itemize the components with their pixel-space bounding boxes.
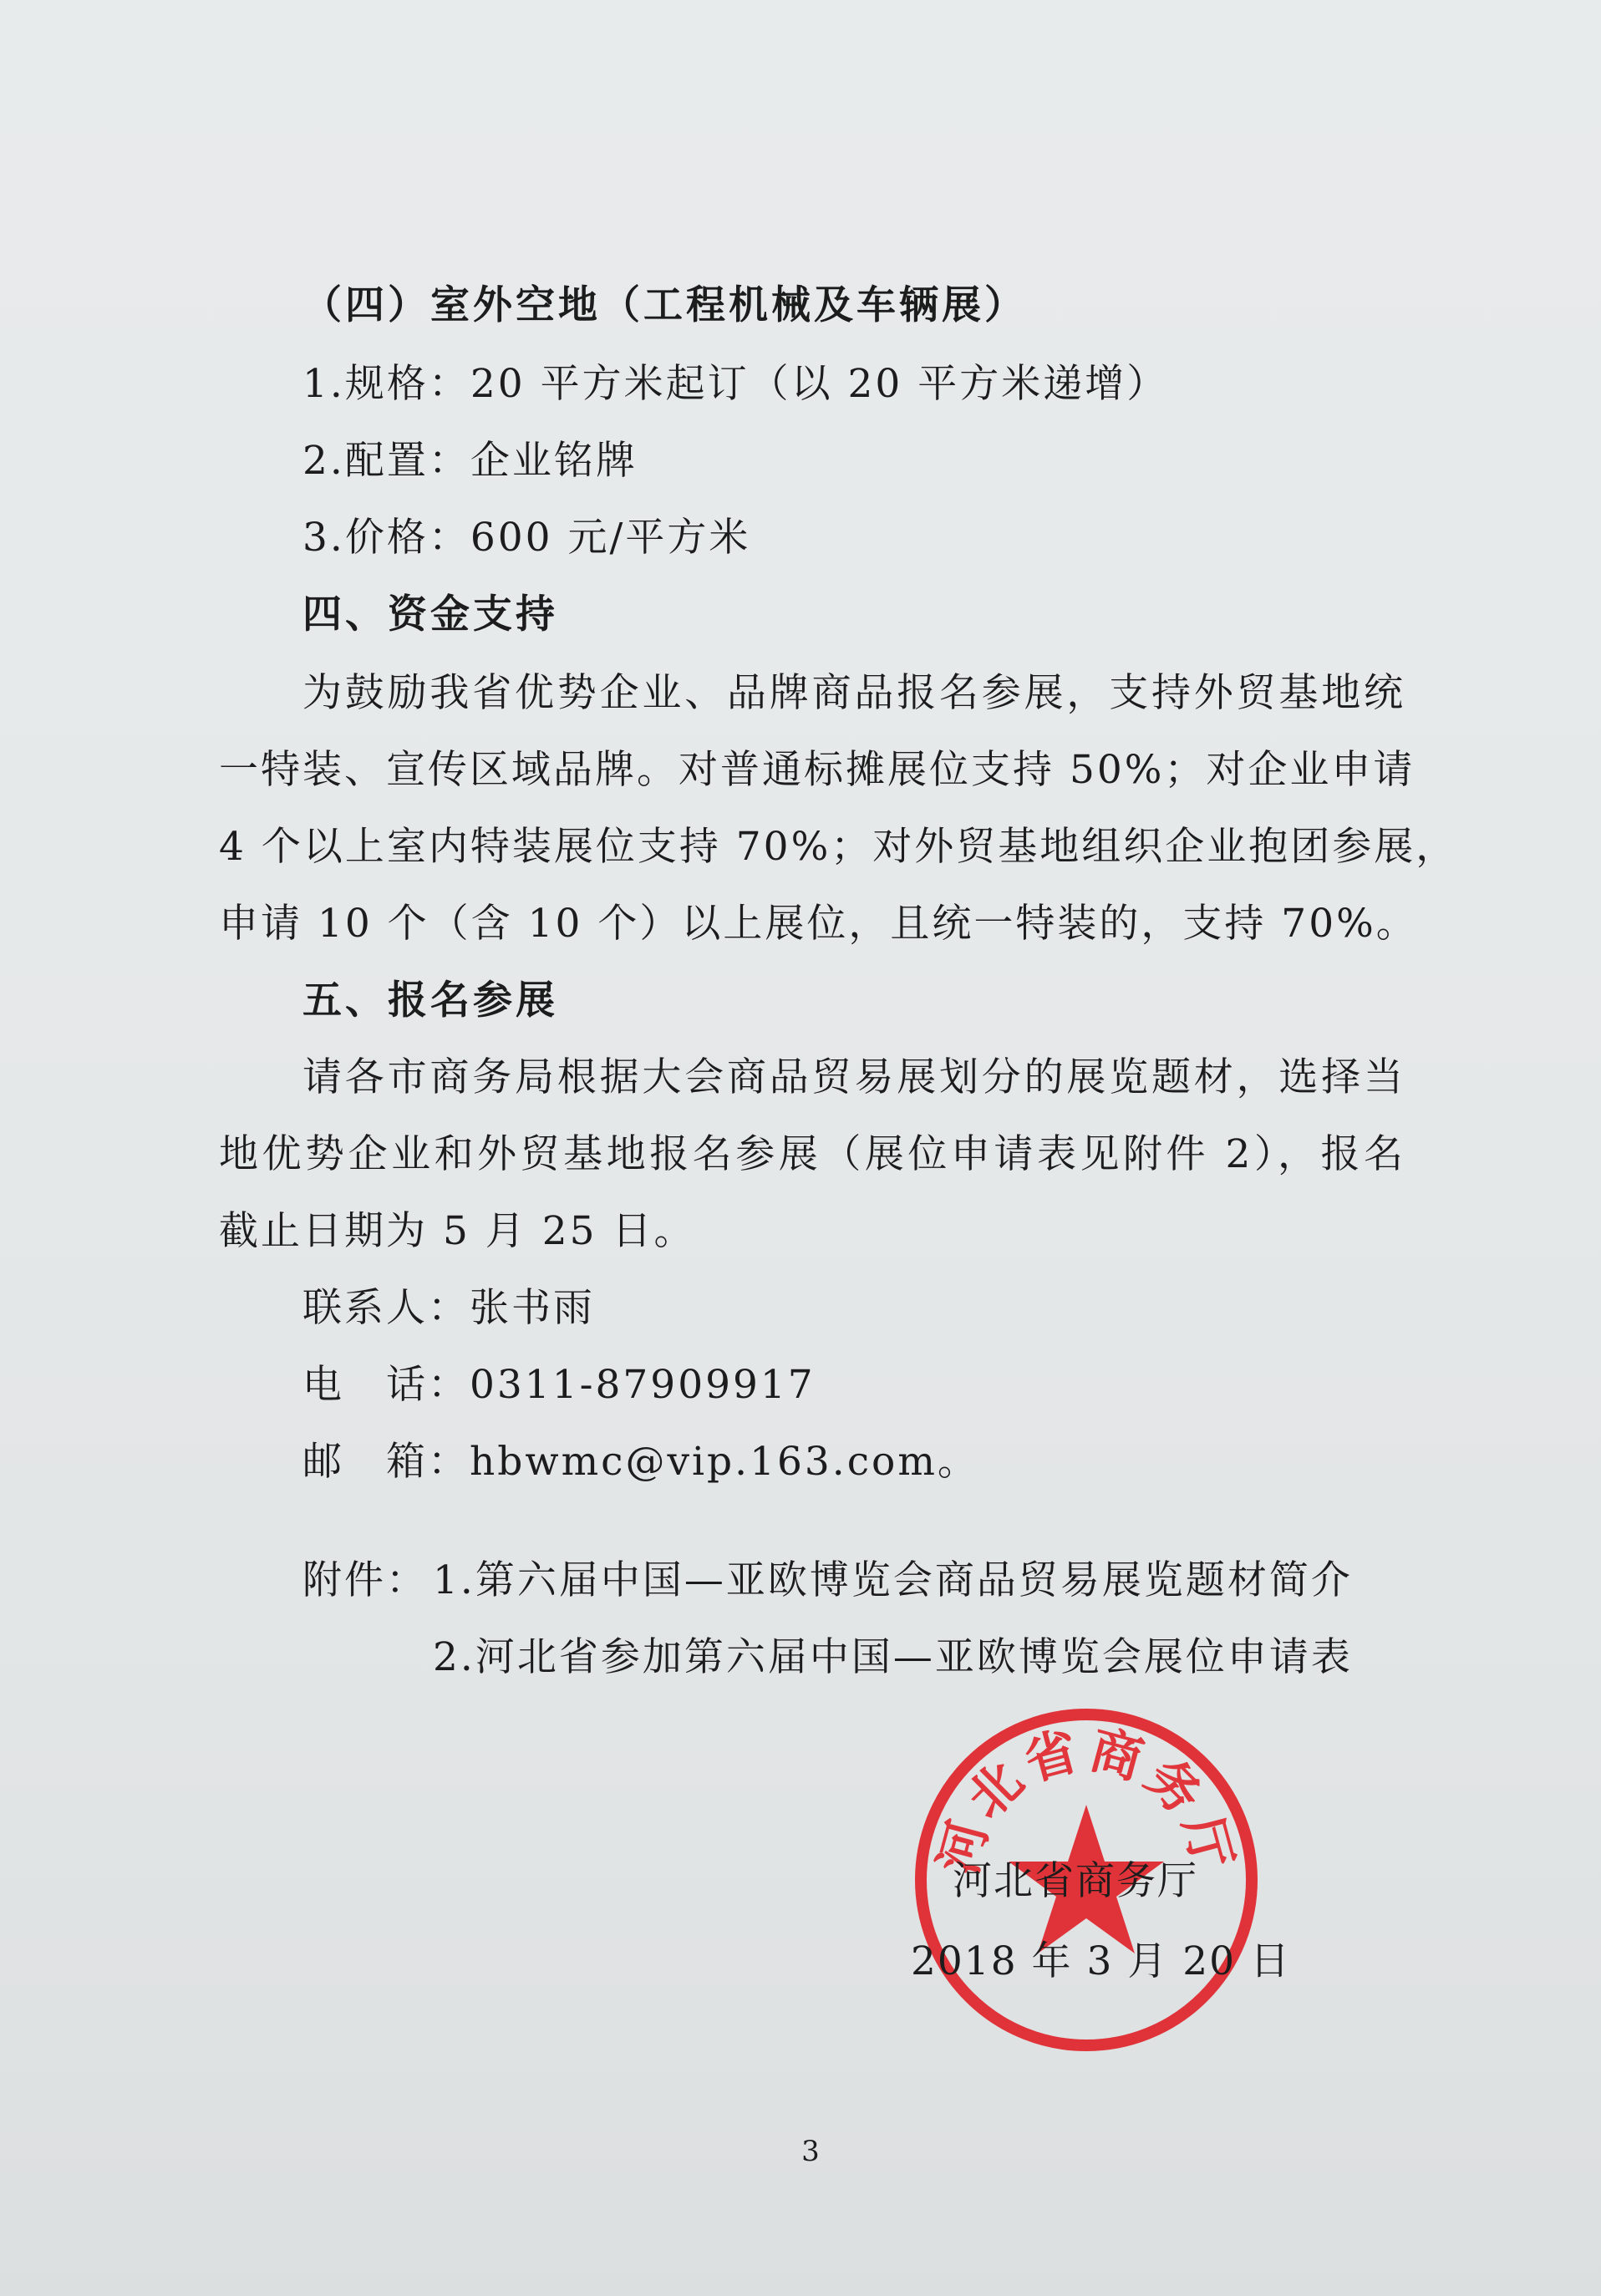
funding-paragraph-line: 一特装、宣传区域品牌。对普通标摊展位支持 50%；对企业申请 [219,747,1415,793]
funding-paragraph-line: 为鼓励我省优势企业、品牌商品报名参展，支持外贸基地统 [302,670,1405,716]
attachment-item: 1.第六届中国—亚欧博览会商品贸易展览题材简介 [433,1557,1353,1603]
attachments-label: 附件： [302,1557,428,1603]
registration-paragraph-line: 请各市商务局根据大会商品贸易展划分的展览题材，选择当 [302,1054,1405,1100]
registration-heading: 五、报名参展 [302,978,558,1024]
registration-paragraph-line: 地优势企业和外贸基地报名参展（展位申请表见附件 2），报名 [219,1131,1405,1177]
funding-paragraph-line: 4 个以上室内特装展位支持 70%；对外贸基地组织企业抱团参展， [219,824,1458,870]
contact-person: 联系人：张书雨 [302,1285,595,1331]
registration-paragraph-line: 截止日期为 5 月 25 日。 [219,1208,696,1254]
contact-phone: 电 话：0311-87909917 [302,1362,816,1408]
outdoor-spec-line: 1.规格：20 平方米起订（以 20 平方米递增） [302,361,1169,407]
outdoor-space-heading: （四）室外空地（工程机械及车辆展） [302,282,1027,328]
funding-paragraph-line: 申请 10 个（含 10 个）以上展位，且统一特装的，支持 70%。 [219,901,1418,947]
contact-email: 邮 箱：hbwmc@vip.163.com。 [302,1439,979,1485]
signature-date: 2018 年 3 月 20 日 [911,1938,1292,1984]
signature-organization: 河北省商务厅 [953,1858,1198,1904]
funding-heading: 四、资金支持 [302,592,558,637]
svg-text:河北省商务厅: 河北省商务厅 [927,1718,1246,1881]
outdoor-config-line: 2.配置：企业铭牌 [302,438,638,484]
outdoor-price-line: 3.价格：600 元/平方米 [302,515,751,561]
page-number: 3 [801,2135,820,2168]
attachment-item: 2.河北省参加第六届中国—亚欧博览会展位申请表 [433,1634,1353,1680]
